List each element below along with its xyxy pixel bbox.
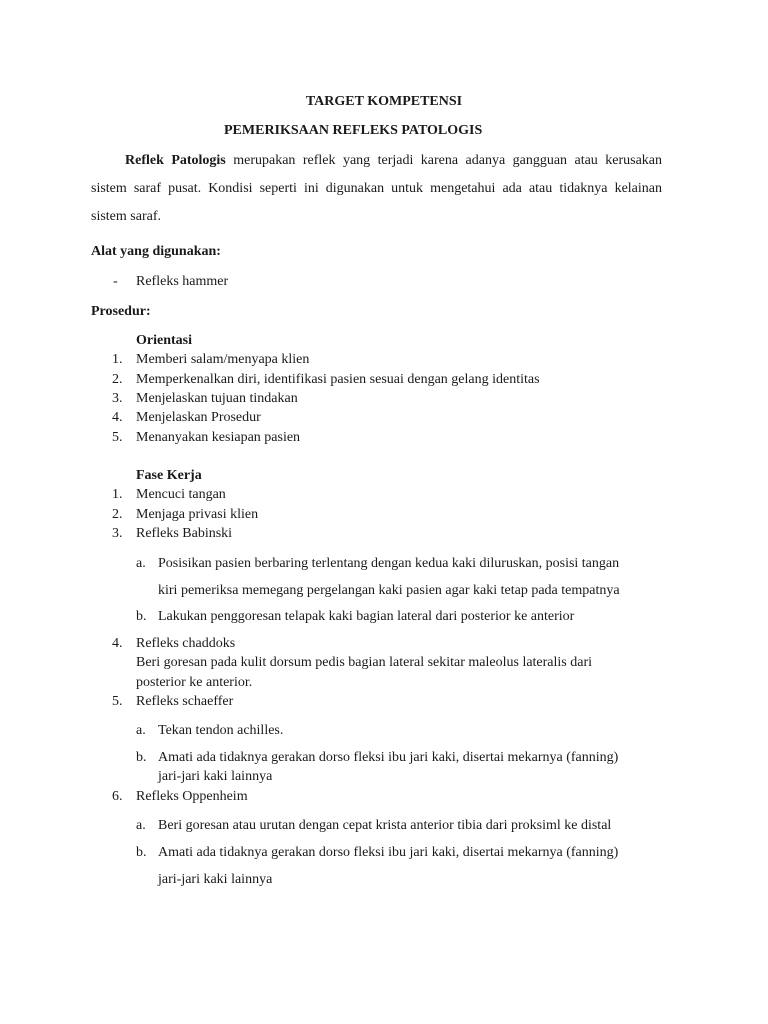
babinski-b-label: b.	[136, 609, 147, 624]
orientation-item-3: Menjelaskan tujuan tindakan	[136, 391, 298, 406]
work-item-1: Mencuci tangan	[136, 487, 226, 502]
babinski-a-line-1: Posisikan pasien berbaring terlentang dengan kedua kaki diluruskan, posisi tangan	[158, 556, 620, 571]
oppenheim-a-label: a.	[136, 818, 146, 833]
chaddoks-line-1: Beri goresan pada kulit dorsum pedis bagian lateral sekitar maleolus lateralis dari	[136, 655, 593, 670]
oppenheim-b-line-2: jari-jari kaki lainnya	[158, 872, 273, 887]
tools-bullet: -	[113, 274, 118, 289]
orientation-heading: Orientasi	[136, 333, 192, 348]
tools-heading: Alat yang digunakan:	[91, 244, 221, 259]
document-title: TARGET KOMPETENSI	[305, 94, 463, 109]
chaddoks-title: Refleks chaddoks	[136, 636, 236, 651]
schaeffer-b-label: b.	[136, 750, 147, 765]
orientation-item-5: Menanyakan kesiapan pasien	[136, 430, 301, 445]
oppenheim-num: 6.	[112, 789, 123, 804]
schaeffer-b-line-1: Amati ada tidaknya gerakan dorso fleksi ibu jari kaki, disertai mekarnya (fanning)	[158, 750, 619, 765]
orientation-num-2: 2.	[112, 372, 123, 387]
intro-line-2: sistem saraf pusat. Kondisi seperti ini digunakan untuk mengetahui ada atau tidaknya kelainan	[91, 181, 662, 196]
babinski-a-line-2: kiri pemeriksa memegang pergelangan kaki pasien agar kaki tetap pada tempatnya	[158, 583, 620, 598]
chaddoks-line-2: posterior ke anterior.	[136, 675, 253, 690]
oppenheim-b-label: b.	[136, 845, 147, 860]
work-item-2: Menjaga privasi klien	[136, 507, 259, 522]
work-item-3: Refleks Babinski	[136, 526, 233, 541]
orientation-item-1: Memberi salam/menyapa klien	[136, 352, 310, 367]
intro-line-1-rest: merupakan reflek yang terjadi karena adanya gangguan atau kerusakan	[233, 153, 663, 168]
orientation-item-2: Memperkenalkan diri, identifikasi pasien sesuai dengan gelang identitas	[136, 372, 540, 387]
schaeffer-title: Refleks schaeffer	[136, 694, 234, 709]
document-subtitle: PEMERIKSAAN REFLEKS PATOLOGIS	[224, 123, 483, 138]
oppenheim-b-line-1: Amati ada tidaknya gerakan dorso fleksi ibu jari kaki, disertai mekarnya (fanning)	[158, 845, 619, 860]
orientation-num-3: 3.	[112, 391, 123, 406]
tools-item: Refleks hammer	[136, 274, 229, 289]
schaeffer-num: 5.	[112, 694, 123, 709]
orientation-num-4: 4.	[112, 410, 123, 425]
intro-term: Reflek Patologis	[125, 153, 226, 168]
schaeffer-a-line-1: Tekan tendon achilles.	[158, 723, 284, 738]
intro-line-1	[125, 152, 662, 170]
orientation-num-1: 1.	[112, 352, 123, 367]
babinski-a-label: a.	[136, 556, 146, 571]
procedure-heading: Prosedur:	[91, 304, 151, 319]
schaeffer-a-label: a.	[136, 723, 146, 738]
work-num-3: 3.	[112, 526, 123, 541]
orientation-num-5: 5.	[112, 430, 123, 445]
orientation-item-4: Menjelaskan Prosedur	[136, 410, 261, 425]
work-heading: Fase Kerja	[136, 468, 202, 483]
babinski-b-line-1: Lakukan penggoresan telapak kaki bagian lateral dari posterior ke anterior	[158, 609, 575, 624]
work-num-1: 1.	[112, 487, 123, 502]
oppenheim-a-line-1: Beri goresan atau urutan dengan cepat krista anterior tibia dari proksiml ke distal	[158, 818, 612, 833]
oppenheim-title: Refleks Oppenheim	[136, 789, 248, 804]
intro-line-3: sistem saraf.	[91, 209, 161, 224]
work-num-2: 2.	[112, 507, 123, 522]
chaddoks-num: 4.	[112, 636, 123, 651]
schaeffer-b-line-2: jari-jari kaki lainnya	[158, 769, 273, 784]
